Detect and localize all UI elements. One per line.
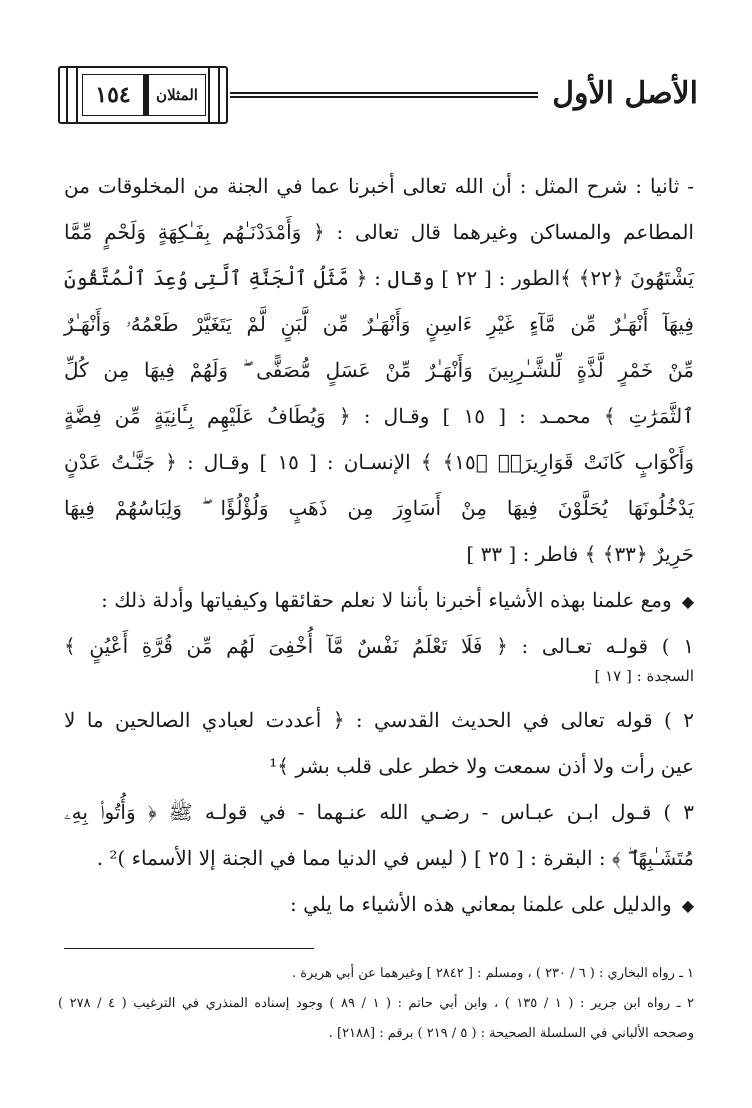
diamond-bullet-icon: ◆ bbox=[681, 592, 694, 611]
page-header bbox=[58, 62, 698, 132]
bullet-text: ومع علمنا بهذه الأشياء أخبرنا بأننا لا نعلم حقائقها وكيفياتها وأدلة ذلك : bbox=[101, 588, 672, 612]
text-line: فِيهَآ أَنْهَـٰرٌ مِّن مَّآءٍ غَيْرِ ءَاسِنٍ وَأَنْهَـٰرٌ مِّن لَّبَنٍ لَّمْ يَتَغَيَّرْ طَعْمُهُۥ وَأَنْهَـٰرٌ bbox=[64, 312, 694, 336]
chapter-title: الأصل الأول bbox=[552, 76, 698, 111]
text-line: المطاعم والمساكن وغيرهما قال تعالى : ﴿ وَأَمْدَدْنَـٰهُم بِفَـٰكِهَةٍ وَلَحْمٍ مِّمَّا bbox=[64, 220, 694, 244]
list-item-continuation: مُتَشَـٰبِهًا ۖ ﴾ : البقرة : [ ٢٥ ] ( ليس في الدنيا مما في الجنة إلا الأسماء )² . bbox=[96, 846, 694, 870]
footnote-divider bbox=[64, 948, 314, 949]
list-item-continuation: عين رأت ولا أذن سمعت ولا خطر على قلب بشر ﴾¹ bbox=[269, 754, 694, 778]
footnote: ١ ـ رواه البخاري : ( ٦ / ٢٣٠ ) ، ومسلم : [ ٢٨٤٢ ] وغيرهما عن أبي هريرة . bbox=[291, 965, 694, 981]
text-line: - ثانيا : شرح المثل : أن الله تعالى أخبرنا عما في الجنة من المخلوقات من bbox=[64, 174, 694, 198]
main-text bbox=[64, 150, 694, 914]
bullet-text: والدليل على علمنا بمعاني هذه الأشياء ما يلي : bbox=[289, 892, 672, 916]
section-label: المثلان bbox=[148, 74, 206, 116]
page-number: ١٥٤ bbox=[82, 74, 144, 116]
list-item: ١ ) قولـه تعـالى : ﴿ فَلَا تَعْلَمُ نَفْسٌ مَّآ أُخْفِىَ لَهُم مِّن قُرَّةِ أَعْيُنٍ ﴾ bbox=[64, 634, 694, 658]
bullet-paragraph bbox=[64, 564, 694, 610]
bullet-paragraph bbox=[64, 868, 694, 914]
footnotes bbox=[58, 958, 694, 1048]
text-line: مِّنْ خَمْرٍ لَّذَّةٍ لِّلشَّـٰرِبِينَ وَأَنْهَـٰرٌ مِّنْ عَسَلٍ مُّصَفًّى ۖ وَلَهُمْ فِيهَا مِن كُلِّ bbox=[64, 358, 694, 382]
list-item: ٢ ) قوله تعالى في الحديث القدسي : ﴿ أعددت لعبادي الصالحين ما لا bbox=[64, 708, 694, 732]
text-line: حَرِيرٌ ﴿٣٣﴾ ﴾ فاطر : [ ٣٣ ] bbox=[466, 542, 694, 566]
list-item: ٣ ) قـول ابـن عبـاس - رضـي الله عنـهما - في قولـه ﷺ ﴿ وَأُتُوا۟ بِهِۦ bbox=[64, 800, 694, 824]
footnote: ٢ ـ رواه ابن جرير : ( ١ / ١٣٥ ) ، وابن أبي حاتم : ( ١ / ٨٩ ) وجود إسناده المنذري في الترغيب ( ٤ / ٢٧٨ ) bbox=[58, 995, 694, 1011]
footnote: وصححه الألباني في السلسلة الصحيحة : ( ٥ / ٢١٩ ) برقم : [٢١٨٨] . bbox=[328, 1025, 694, 1041]
text-line: ٱلثَّمَرَٰتِ ﴾ محمـد : [ ١٥ ] وقـال : ﴿ وَيُطَافُ عَلَيْهِم بِـَٔانِيَةٍ مِّن فِضَّةٍ bbox=[64, 404, 694, 428]
diamond-bullet-icon: ◆ bbox=[681, 896, 694, 915]
citation: السجدة : [ ١٧ ] bbox=[594, 667, 694, 685]
book-ornament-frame bbox=[58, 66, 228, 124]
text-line: وَأَكْوَابٍ كَانَتْ قَوَارِيرَا۠ ﴿١٥﴾ ﴾ الإنسـان : [ ١٥ ] وقـال : ﴿ جَنَّـٰتُ عَدْنٍ bbox=[64, 450, 694, 474]
text-line: يَشْتَهُونَ ﴿٢٢﴾ ﴾الطور : [ ٢٢ ] وقال : ﴿ مَّثَلُ ٱلْجَنَّةِ ٱلَّتِى وُعِدَ ٱلْمُتَّقُونَ bbox=[64, 266, 694, 290]
text-line: يَدْخُلُونَهَا يُحَلَّوْنَ فِيهَا مِنْ أَسَاوِرَ مِن ذَهَبٍ وَلُؤْلُؤًا ۖ وَلِبَاسُهُمْ فِيهَا bbox=[64, 496, 694, 520]
header-double-rule bbox=[230, 92, 538, 102]
